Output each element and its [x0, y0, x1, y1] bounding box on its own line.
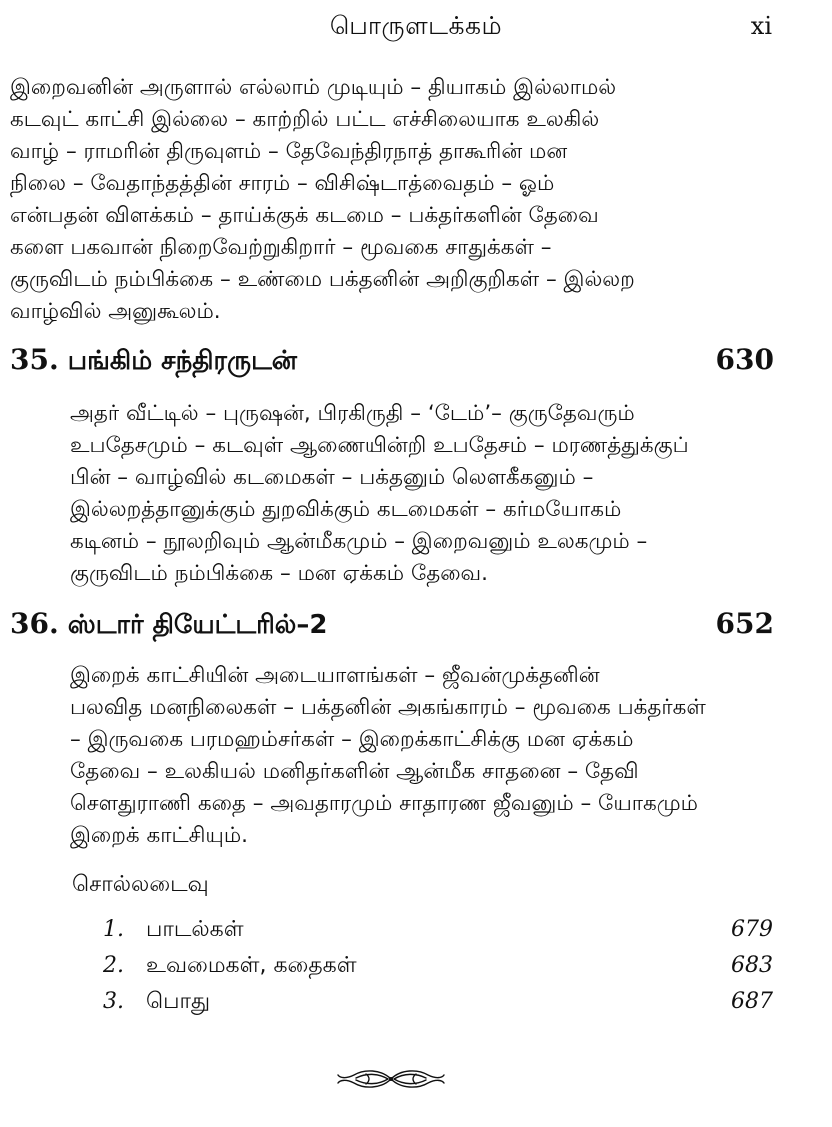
- chapter-title: பங்கிம் சந்திரருடன்: [67, 346, 297, 376]
- text-line: கடினம் – நூலறிவும் ஆன்மீகமும் – இறைவனும் உலகமும் –: [70, 529, 648, 554]
- chapter-number: 35.: [10, 343, 59, 376]
- glossary-item-label: உவமைகள், கதைகள்: [146, 953, 357, 978]
- glossary-item-number: 1.: [103, 917, 124, 942]
- glossary-item: [103, 984, 773, 1020]
- text-line: – இருவகை பரமஹம்சர்கள் – இறைக்காட்சிக்கு மன ஏக்கம்: [70, 727, 634, 752]
- text-line: களை பகவான் நிறைவேற்றுகிறார் – மூவகை சாதுக்கள் –: [10, 235, 552, 260]
- text-line: சௌதுராணி கதை – அவதாரமும் சாதாரண ஜீவனும் – யோகமும்: [70, 791, 698, 816]
- text-line: தேவை – உலகியல் மனிதர்களின் ஆன்மீக சாதனை – தேவி: [70, 759, 639, 784]
- text-line: உபதேசமும் – கடவுள் ஆணையின்றி உபதேசம் – மரணத்துக்குப்: [70, 433, 689, 458]
- text-line: அதர் வீட்டில் – புருஷன், பிரகிருதி – ‘டேம்’– குருதேவரும்: [70, 401, 635, 426]
- text-line: கடவுட் காட்சி இல்லை – காற்றில் பட்ட எச்சிலையாக உலகில்: [10, 107, 600, 132]
- glossary-item-number: 2.: [103, 953, 124, 978]
- running-head: [0, 6, 832, 46]
- chapter-page: 652: [715, 607, 774, 640]
- text-line: இல்லறத்தானுக்கும் துறவிக்கும் கடமைகள் – கர்மயோகம்: [70, 497, 622, 522]
- chapter-page: 630: [715, 343, 774, 376]
- running-title: பொருளடக்கம்: [329, 11, 503, 40]
- glossary-list: [103, 912, 773, 1020]
- glossary-item: [103, 948, 773, 984]
- text-line: என்பதன் விளக்கம் – தாய்க்குக் கடமை – பக்தர்களின் தேவை: [10, 203, 599, 228]
- text-line: குருவிடம் நம்பிக்கை – மன ஏக்கம் தேவை.: [70, 561, 488, 586]
- chapter-36-summary: [10, 660, 774, 852]
- leaf-scroll-ornament-icon: [336, 1066, 446, 1092]
- page-number: xi: [750, 12, 772, 40]
- chapter-title: ஸ்டார் தியேட்டரில்–2: [67, 610, 328, 640]
- glossary-item-page: 687: [731, 989, 773, 1014]
- chapter-number: 36.: [10, 607, 59, 640]
- glossary-item: [103, 912, 773, 948]
- chapter-heading-36: [10, 604, 774, 644]
- text-line: குருவிடம் நம்பிக்கை – உண்மை பக்தனின் அறிகுறிகள் – இல்லற: [10, 267, 635, 292]
- text-line: நிலை – வேதாந்தத்தின் சாரம் – விசிஷ்டாத்வைதம் – ஓம்: [10, 171, 555, 196]
- text-line: பின் – வாழ்வில் கடமைகள் – பக்தனும் லௌகீகனும் –: [70, 465, 594, 490]
- text-line: இறைவனின் அருளால் எல்லாம் முடியும் – தியாகம் இல்லாமல்: [10, 75, 617, 100]
- glossary-item-page: 683: [731, 953, 773, 978]
- glossary-item-label: பொது: [146, 989, 211, 1014]
- intro-paragraph: [10, 72, 774, 328]
- text-line: இறைக் காட்சியும்.: [70, 823, 248, 848]
- text-line: பலவித மனநிலைகள் – பக்தனின் அகங்காரம் – மூவகை பக்தர்கள்: [70, 695, 706, 720]
- chapter-heading-35: [10, 340, 774, 380]
- glossary-item-number: 3.: [103, 989, 124, 1014]
- text-line: வாழ் – ராமரின் திருவுளம் – தேவேந்திரநாத் தாகூரின் மன: [10, 139, 568, 164]
- chapter-35-summary: [10, 398, 774, 590]
- glossary-item-label: பாடல்கள்: [146, 917, 244, 942]
- text-line: இறைக் காட்சியின் அடையாளங்கள் – ஜீவன்முக்தனின்: [70, 663, 600, 688]
- glossary-item-page: 679: [731, 917, 773, 942]
- text-line: வாழ்வில் அனுகூலம்.: [10, 299, 221, 324]
- glossary-label: சொல்லடைவு: [72, 872, 209, 897]
